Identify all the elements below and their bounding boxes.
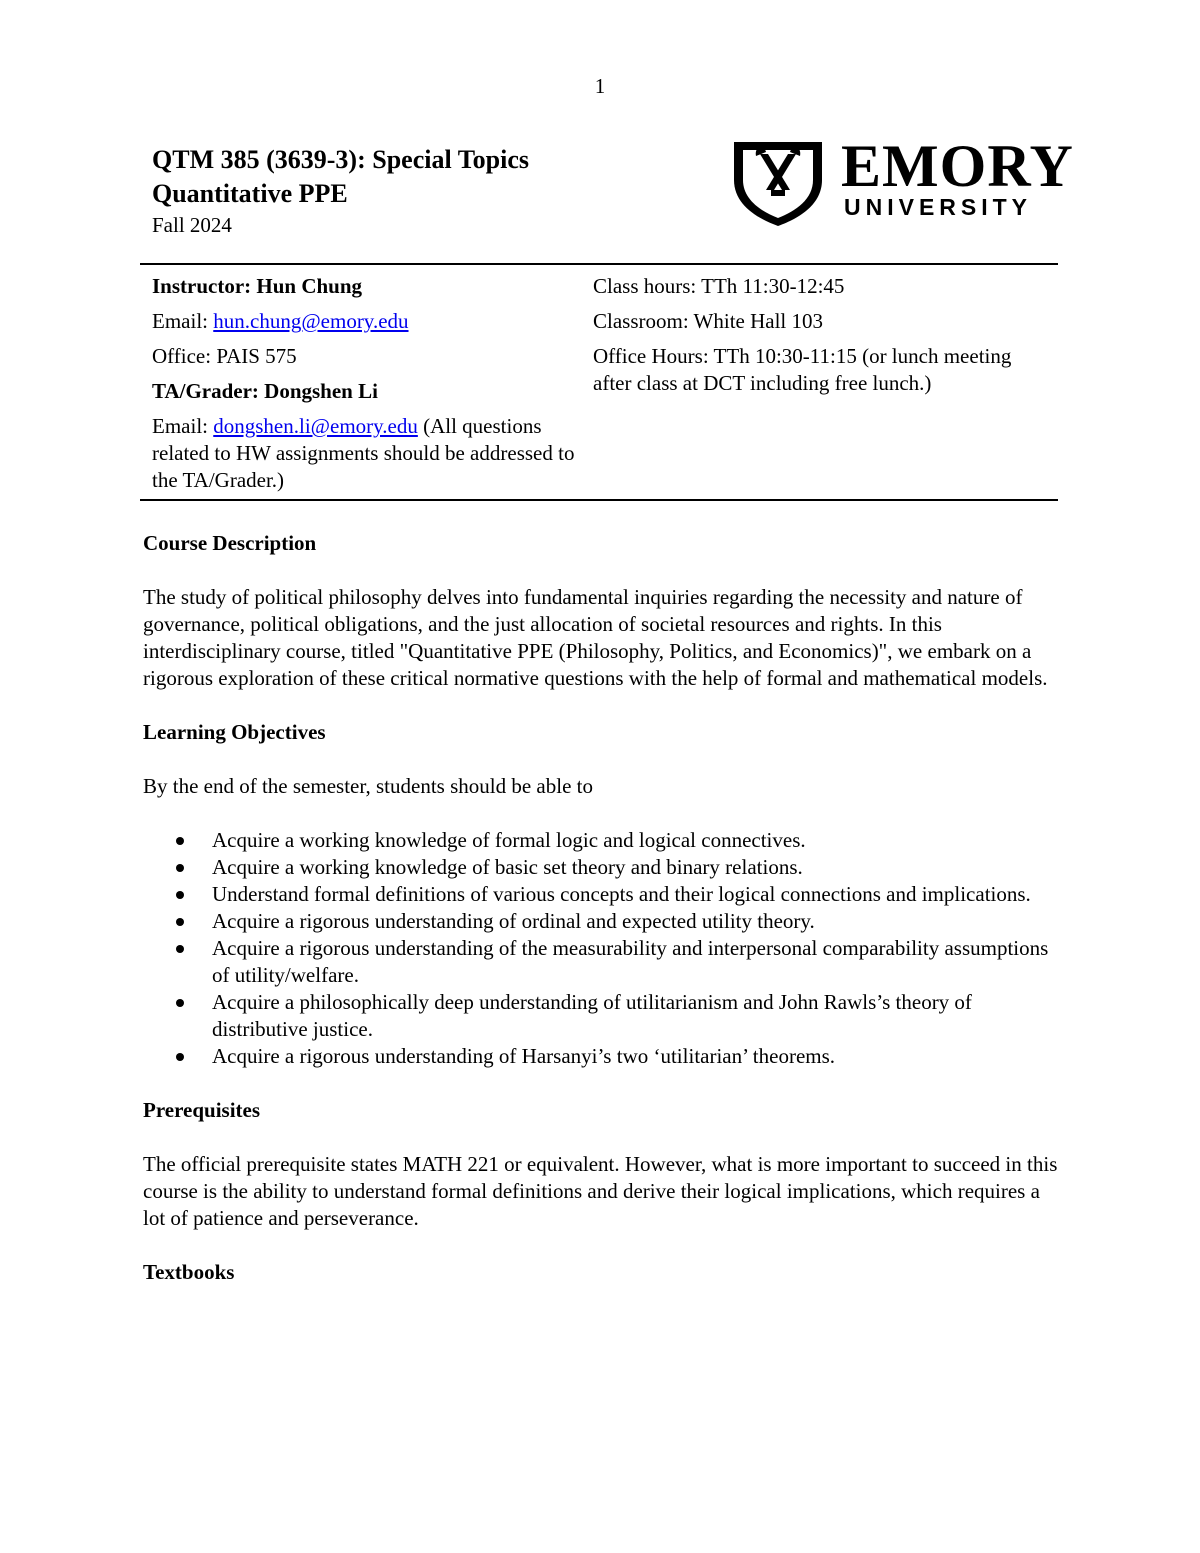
bullet-icon (176, 1053, 184, 1061)
list-item (143, 827, 1058, 854)
list-item-text: Acquire a working knowledge of basic set theory and binary relations. (212, 855, 803, 879)
course-title-line1: QTM 385 (3639-3): Special Topics (152, 145, 530, 174)
emory-logo (728, 133, 1074, 228)
class-hours: Class hours: TTh 11:30-12:45 (593, 274, 845, 298)
course-title (152, 143, 529, 211)
header-divider-top (140, 263, 1058, 265)
bullet-icon (176, 945, 184, 953)
instructor-info (152, 273, 577, 502)
list-item (143, 1043, 1058, 1070)
list-item-text: Acquire a philosophically deep understanding of utilitarianism and John Rawls’s theory of distributive justice. (212, 990, 972, 1041)
ta-email-label: Email: (152, 414, 214, 438)
class-info (593, 273, 1013, 405)
textbooks-heading: Textbooks (143, 1260, 235, 1284)
instructor-email-line (152, 308, 577, 335)
ta-name: TA/Grader: Dongshen Li (152, 379, 378, 403)
emory-shield-icon (728, 138, 828, 228)
learning-objectives-list (143, 827, 1058, 1070)
prerequisites-text: The official prerequisite states MATH 221 or equivalent. However, what is more important to succeed in this course is the ability to understand formal definitions and derive their logical implications, which requires a lot of patience and perseverance. (143, 1152, 1058, 1230)
syllabus-body (143, 530, 1058, 1313)
list-item-text: Acquire a rigorous understanding of the measurability and interpersonal comparability assumptions of utility/welfare. (212, 936, 1049, 987)
bullet-icon (176, 891, 184, 899)
prerequisites-heading: Prerequisites (143, 1098, 261, 1122)
classroom: Classroom: White Hall 103 (593, 309, 824, 333)
ta-note: (All questions related to HW assignments should be addressed to the TA/Grader.) (152, 414, 575, 492)
course-title-line2: Quantitative PPE (152, 179, 348, 208)
list-item (143, 854, 1058, 881)
course-description-text: The study of political philosophy delves into fundamental inquiries regarding the necessity and nature of governance, political obligations, and the just allocation of societal resources and rights. In this interdisciplinary course, titled "Quantitative PPE (Philosophy, Politics, and Economics)", we embark on a rigorous exploration of these critical normative questions with the help of formal and mathematical models. (143, 585, 1048, 690)
instructor-office: Office: PAIS 575 (152, 344, 297, 368)
header-divider-bottom (140, 499, 1058, 501)
logo-brand-text: EMORY (841, 133, 1074, 199)
ta-email-link[interactable]: dongshen.li@emory.edu (213, 414, 418, 438)
bullet-icon (176, 918, 184, 926)
learning-objectives-intro: By the end of the semester, students should be able to (143, 774, 593, 798)
bullet-icon (176, 837, 184, 845)
email-label: Email: (152, 309, 214, 333)
learning-objectives-heading: Learning Objectives (143, 720, 326, 744)
course-term: Fall 2024 (152, 213, 232, 237)
page-number: 1 (594, 74, 606, 98)
list-item-text: Acquire a rigorous understanding of Harsanyi’s two ‘utilitarian’ theorems. (212, 1044, 836, 1068)
bullet-icon (176, 864, 184, 872)
office-hours: Office Hours: TTh 10:30-11:15 (or lunch meeting after class at DCT including free lunch.) (593, 344, 1012, 395)
ta-email-line (152, 413, 577, 494)
list-item (143, 989, 1058, 1043)
instructor-name: Instructor: Hun Chung (152, 274, 363, 298)
list-item-text: Acquire a rigorous understanding of ordinal and expected utility theory. (212, 909, 815, 933)
list-item (143, 935, 1058, 989)
list-item (143, 881, 1058, 908)
logo-sub-text: UNIVERSITY (844, 194, 1033, 220)
list-item-text: Understand formal definitions of various concepts and their logical connections and implications. (212, 882, 1031, 906)
instructor-email-link[interactable]: hun.chung@emory.edu (213, 309, 409, 333)
course-description-heading: Course Description (143, 531, 317, 555)
bullet-icon (176, 999, 184, 1007)
list-item (143, 908, 1058, 935)
list-item-text: Acquire a working knowledge of formal logic and logical connectives. (212, 828, 806, 852)
